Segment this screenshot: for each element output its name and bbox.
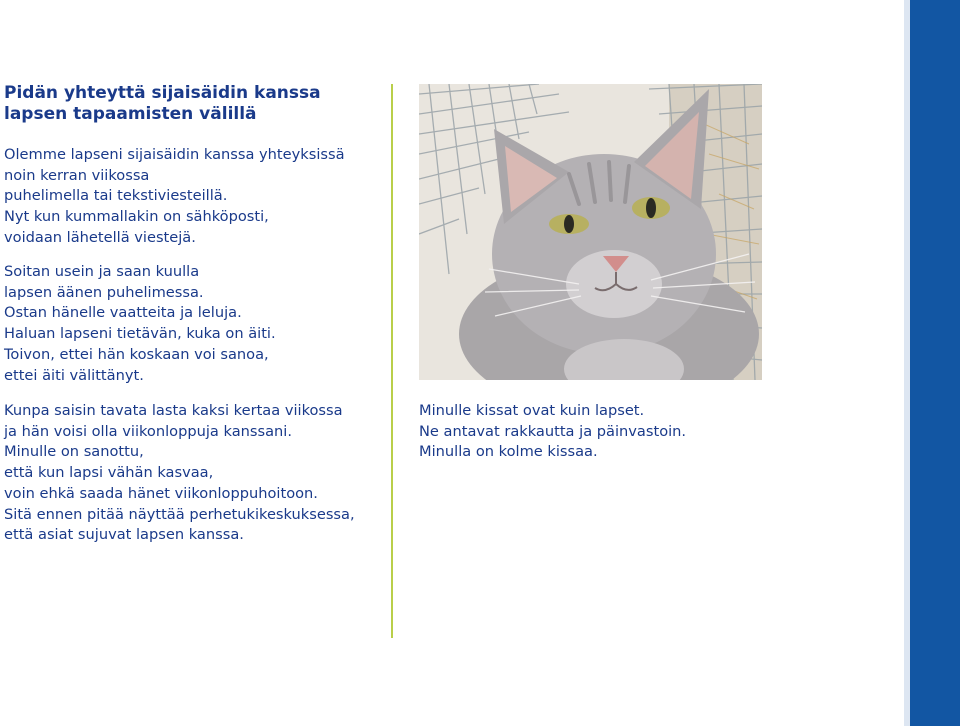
text-line: noin kerran viikossa	[4, 166, 150, 184]
sidebar-stripe	[910, 0, 960, 726]
text-line: Soitan usein ja saan kuulla	[4, 263, 200, 280]
caption-line: Ne antavat rakkautta ja päinvastoin.	[419, 422, 687, 440]
text-line: Haluan lapseni tietävän, kuka on äiti.	[4, 325, 276, 343]
text-line: Toivon, ettei hän koskaan voi sanoa,	[4, 345, 269, 363]
text-line: ettei äiti välittänyt.	[4, 366, 144, 384]
text-line: Sitä ennen pitää näyttää perhetukikeskuksessa,	[4, 505, 355, 523]
text-line: että asiat sujuvat lapsen kanssa.	[4, 526, 244, 544]
text-line: voin ehkä saada hänet viikonloppuhoitoon.	[4, 484, 318, 502]
text-line: Kunpa saisin tavata lasta kaksi kertaa viikossa	[4, 402, 343, 419]
text-line: puhelimella tai tekstiviesteillä.	[4, 187, 228, 205]
page-heading	[4, 83, 374, 125]
heading-line: Pidän yhteyttä sijaisäidin kanssa	[4, 83, 321, 103]
text-line: Olemme lapseni sijaisäidin kanssa yhteyksissä	[4, 146, 345, 163]
text-line: Minulle on sanottu,	[4, 443, 144, 461]
text-line: ja hän voisi olla viikonloppuja kanssani.	[4, 422, 292, 440]
text-line: että kun lapsi vähän kasvaa,	[4, 464, 214, 482]
photo-caption	[419, 401, 799, 463]
paragraph-phone-calls	[4, 262, 384, 386]
text-line: Nyt kun kummallakin on sähköposti,	[4, 208, 269, 226]
caption-line: Minulle kissat ovat kuin lapset.	[419, 402, 645, 419]
column-divider	[391, 84, 393, 638]
caption-line: Minulla on kolme kissaa.	[419, 443, 598, 461]
cat-photo	[419, 84, 762, 380]
text-line: lapsen äänen puhelimessa.	[4, 283, 204, 301]
text-line: Ostan hänelle vaatteita ja leluja.	[4, 304, 242, 322]
paragraph-contact	[4, 145, 384, 249]
paragraph-visits	[4, 401, 384, 546]
heading-line: lapsen tapaamisten välillä	[4, 104, 257, 124]
text-line: voidaan lähetellä viestejä.	[4, 228, 196, 246]
